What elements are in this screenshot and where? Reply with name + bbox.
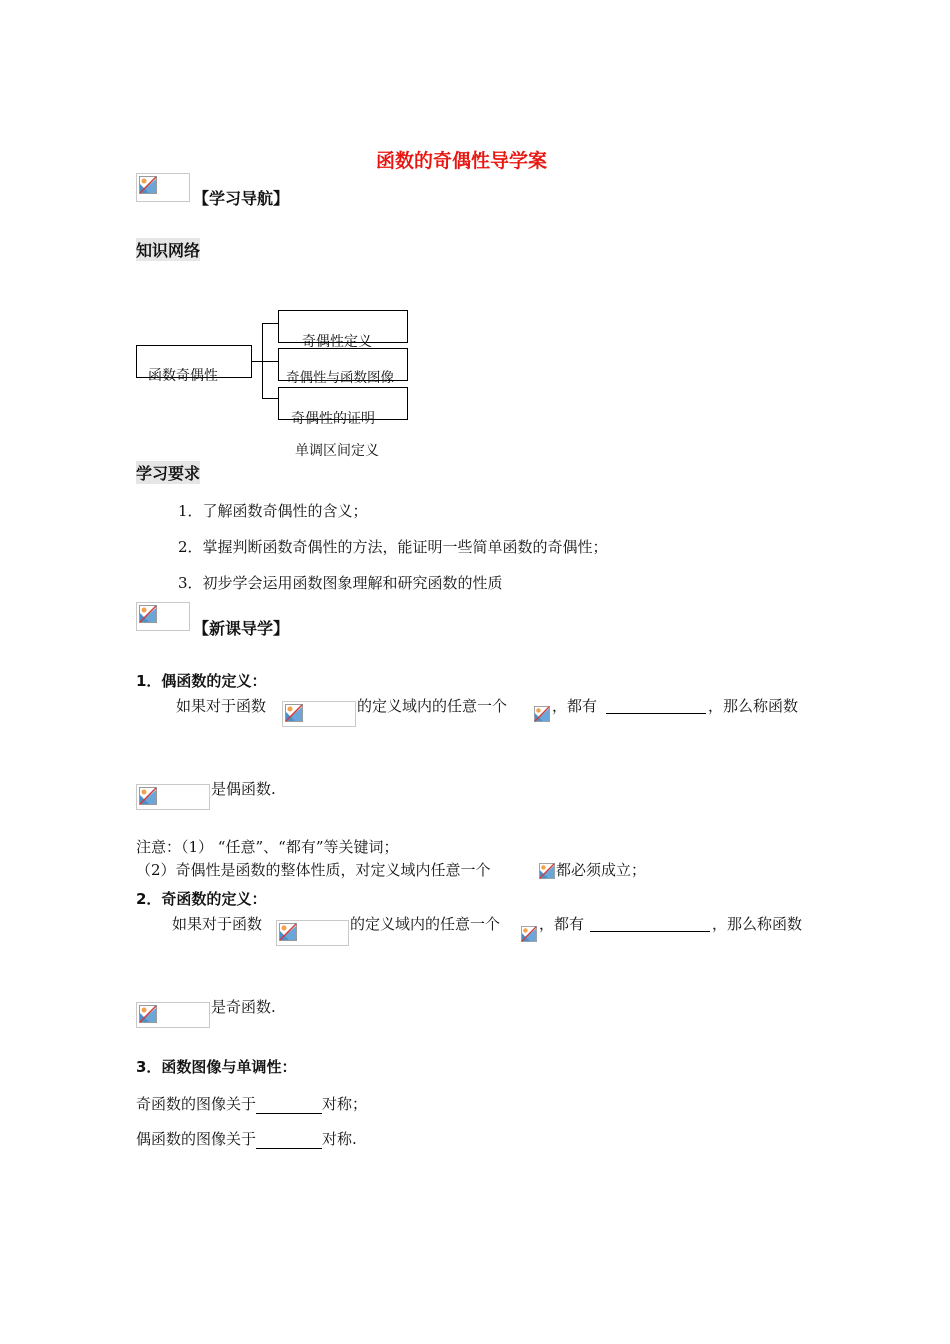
- diagram-branch-2: 奇偶性与函数图像: [286, 370, 394, 386]
- requirement-item-1: 1．了解函数奇偶性的含义；: [178, 502, 368, 520]
- diagram-connector-bottom: [262, 398, 278, 399]
- requirement-item-3: 3．初步学会运用函数图象理解和研究函数的性质: [178, 574, 503, 592]
- formula-image-icon: [534, 706, 550, 726]
- graph-line-2: [136, 1128, 357, 1149]
- even-heading: 1．偶函数的定义：: [136, 672, 267, 690]
- odd-text-2: 的定义域内的任意一个: [350, 915, 501, 933]
- section-study-nav: 【学习导航】: [193, 189, 290, 208]
- note-2b: 都必须成立；: [556, 861, 647, 879]
- formula-image-icon: [276, 920, 349, 946]
- diagram-branch-3: 奇偶性的证明: [291, 411, 375, 427]
- knowledge-network-heading: 知识网络: [136, 238, 200, 261]
- even-text-2: 的定义域内的任意一个: [357, 697, 508, 715]
- even-text-3: ，都有: [552, 697, 598, 715]
- formula-image-icon: [136, 1002, 210, 1028]
- graph-line-1-text: 奇函数的图像关于: [136, 1095, 257, 1113]
- diagram-branch-1: 奇偶性定义: [302, 334, 372, 350]
- odd-end: 是奇函数.: [211, 998, 276, 1016]
- even-text-1: 如果对于函数: [176, 697, 267, 715]
- formula-image-icon: [521, 926, 537, 946]
- diagram-root-label: 函数奇偶性: [148, 368, 218, 384]
- diagram-extra-label: 单调区间定义: [295, 443, 379, 459]
- even-end: 是偶函数.: [211, 780, 276, 798]
- odd-text-4: ，那么称函数: [712, 915, 803, 933]
- odd-text-1: 如果对于函数: [172, 915, 263, 933]
- broken-image-icon: [136, 602, 190, 631]
- formula-image-icon: [136, 784, 210, 810]
- graph-line-1-end: 对称；: [322, 1095, 368, 1113]
- requirement-item-2: 2．掌握判断函数奇偶性的方法，能证明一些简单函数的奇偶性；: [178, 538, 608, 556]
- formula-image-icon: [282, 701, 356, 727]
- page-title: 函数的奇偶性导学案: [376, 150, 548, 172]
- note-2a: （2）奇偶性是函数的整体性质，对定义域内任意一个: [136, 861, 491, 879]
- odd-blank: [590, 913, 710, 932]
- even-text-4: ，那么称函数: [708, 697, 799, 715]
- diagram-connector-top: [262, 323, 278, 324]
- broken-image-icon: [136, 173, 190, 202]
- formula-image-icon: [539, 863, 555, 883]
- graph-line-2-text: 偶函数的图像关于: [136, 1130, 257, 1148]
- graph-line-1: [136, 1093, 367, 1114]
- requirements-heading: 学习要求: [136, 461, 200, 484]
- even-blank: [606, 695, 706, 714]
- graph-line-2-end: 对称.: [322, 1130, 357, 1148]
- graph-heading: 3．函数图像与单调性：: [136, 1058, 297, 1076]
- odd-text-3: ，都有: [539, 915, 585, 933]
- note-1: 注意：（1） “任意”、“都有”等关键词；: [136, 838, 399, 856]
- section-new-lesson: 【新课导学】: [193, 619, 290, 638]
- diagram-connector-mid: [262, 361, 278, 362]
- odd-heading: 2．奇函数的定义：: [136, 890, 267, 908]
